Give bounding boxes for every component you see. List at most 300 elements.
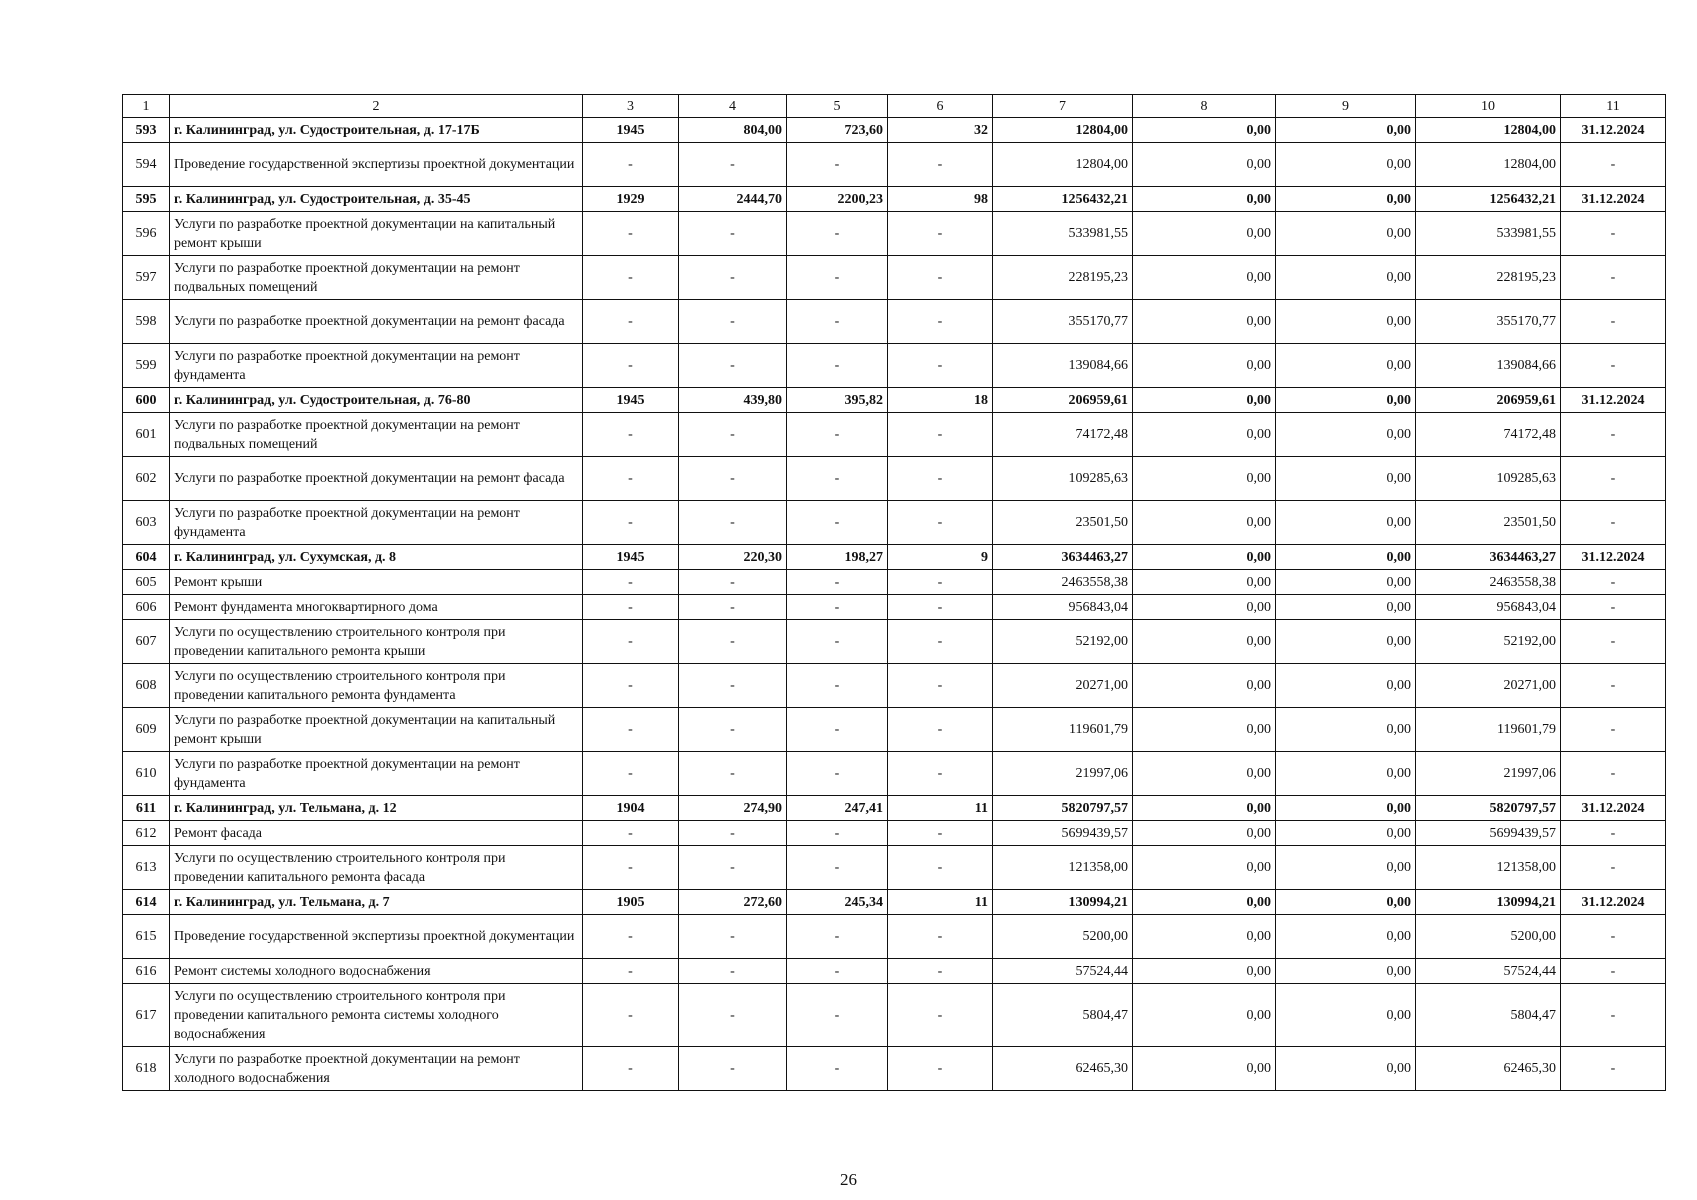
table-cell-col-6: - [888, 570, 993, 595]
table-cell-col-8: 0,00 [1133, 143, 1276, 187]
table-cell-col-8: 0,00 [1133, 708, 1276, 752]
table-cell-col-3: 1945 [583, 545, 679, 570]
table-cell-col-1: 618 [123, 1047, 170, 1091]
table-cell-col-3: 1945 [583, 118, 679, 143]
table-cell-col-9: 0,00 [1276, 664, 1416, 708]
table-cell-col-8: 0,00 [1133, 570, 1276, 595]
table-cell-col-11: - [1561, 708, 1666, 752]
table-cell-col-8: 0,00 [1133, 984, 1276, 1047]
table-cell-col-2: Ремонт фундамента многоквартирного дома [170, 595, 583, 620]
table-cell-col-4: - [679, 570, 787, 595]
table-cell-col-5: - [787, 143, 888, 187]
work-item-row [123, 143, 1666, 187]
table-cell-col-11: - [1561, 344, 1666, 388]
table-cell-col-2: Услуги по разработке проектной документации на ремонт фасада [170, 457, 583, 501]
table-cell-col-10: 12804,00 [1416, 118, 1561, 143]
table-cell-col-5: - [787, 708, 888, 752]
table-cell-col-11: - [1561, 256, 1666, 300]
table-cell-col-2: Услуги по осуществлению строительного контроля при проведении капитального ремонта крыши [170, 620, 583, 664]
table-cell-col-5: 198,27 [787, 545, 888, 570]
table-cell-col-9: 0,00 [1276, 1047, 1416, 1091]
table-cell-col-9: 0,00 [1276, 388, 1416, 413]
table-cell-col-2: Услуги по разработке проектной документации на ремонт холодного водоснабжения [170, 1047, 583, 1091]
table-cell-col-10: 12804,00 [1416, 143, 1561, 187]
table-cell-col-1: 610 [123, 752, 170, 796]
table-cell-col-9: 0,00 [1276, 821, 1416, 846]
table-cell-col-1: 596 [123, 212, 170, 256]
table-cell-col-10: 956843,04 [1416, 595, 1561, 620]
table-cell-col-6: - [888, 143, 993, 187]
table-cell-col-6: - [888, 1047, 993, 1091]
table-cell-col-9: 0,00 [1276, 890, 1416, 915]
table-cell-col-4: - [679, 413, 787, 457]
table-cell-col-1: 605 [123, 570, 170, 595]
table-cell-col-4: - [679, 1047, 787, 1091]
table-cell-col-4: - [679, 344, 787, 388]
table-cell-col-8: 0,00 [1133, 620, 1276, 664]
table-cell-col-10: 5200,00 [1416, 915, 1561, 959]
table-cell-col-10: 109285,63 [1416, 457, 1561, 501]
table-cell-col-11: - [1561, 959, 1666, 984]
table-cell-col-2: Ремонт фасада [170, 821, 583, 846]
table-cell-col-2: Услуги по осуществлению строительного контроля при проведении капитального ремонта системы холодного водоснабжения [170, 984, 583, 1047]
table-cell-col-10: 5804,47 [1416, 984, 1561, 1047]
table-cell-col-3: - [583, 143, 679, 187]
table-cell-col-11: - [1561, 984, 1666, 1047]
table-cell-col-6: - [888, 959, 993, 984]
table-cell-col-10: 355170,77 [1416, 300, 1561, 344]
table-cell-col-8: 0,00 [1133, 752, 1276, 796]
table-cell-col-11: 31.12.2024 [1561, 388, 1666, 413]
table-cell-col-3: - [583, 959, 679, 984]
table-cell-col-11: - [1561, 664, 1666, 708]
table-cell-col-8: 0,00 [1133, 344, 1276, 388]
work-item-row [123, 1047, 1666, 1091]
table-cell-col-8: 0,00 [1133, 915, 1276, 959]
table-cell-col-10: 533981,55 [1416, 212, 1561, 256]
table-cell-col-5: - [787, 846, 888, 890]
table-cell-col-1: 611 [123, 796, 170, 821]
table-cell-col-7: 5804,47 [993, 984, 1133, 1047]
table-cell-col-6: - [888, 846, 993, 890]
table-cell-col-6: 11 [888, 890, 993, 915]
table-cell-col-3: - [583, 501, 679, 545]
document-page [122, 94, 1665, 1091]
table-cell-col-7: 5820797,57 [993, 796, 1133, 821]
table-cell-col-3: - [583, 570, 679, 595]
table-cell-col-3: - [583, 595, 679, 620]
table-cell-col-4: - [679, 300, 787, 344]
table-cell-col-2: Услуги по разработке проектной документации на ремонт подвальных помещений [170, 413, 583, 457]
table-cell-col-2: г. Калининград, ул. Сухумская, д. 8 [170, 545, 583, 570]
table-cell-col-1: 598 [123, 300, 170, 344]
table-cell-col-10: 20271,00 [1416, 664, 1561, 708]
table-cell-col-3: - [583, 752, 679, 796]
table-cell-col-7: 62465,30 [993, 1047, 1133, 1091]
table-cell-col-2: г. Калининград, ул. Тельмана, д. 7 [170, 890, 583, 915]
table-cell-col-6: 18 [888, 388, 993, 413]
table-cell-col-2: г. Калининград, ул. Судостроительная, д. 17-17Б [170, 118, 583, 143]
table-cell-col-5: 395,82 [787, 388, 888, 413]
table-cell-col-4: 272,60 [679, 890, 787, 915]
table-cell-col-3: - [583, 620, 679, 664]
table-cell-col-4: - [679, 256, 787, 300]
table-cell-col-3: - [583, 256, 679, 300]
table-cell-col-11: - [1561, 915, 1666, 959]
table-cell-col-5: - [787, 664, 888, 708]
table-cell-col-10: 139084,66 [1416, 344, 1561, 388]
table-cell-col-5: - [787, 413, 888, 457]
table-cell-col-1: 609 [123, 708, 170, 752]
table-cell-col-2: Проведение государственной экспертизы проектной документации [170, 143, 583, 187]
table-cell-col-4: 439,80 [679, 388, 787, 413]
table-cell-col-8: 0,00 [1133, 457, 1276, 501]
table-cell-col-3: - [583, 413, 679, 457]
table-cell-col-11: - [1561, 413, 1666, 457]
work-item-row [123, 344, 1666, 388]
column-number-cell: 1 [123, 95, 170, 118]
address-row [123, 890, 1666, 915]
table-cell-col-2: Услуги по разработке проектной документации на капитальный ремонт крыши [170, 212, 583, 256]
table-cell-col-7: 1256432,21 [993, 187, 1133, 212]
table-cell-col-5: - [787, 457, 888, 501]
table-cell-col-5: 2200,23 [787, 187, 888, 212]
table-cell-col-10: 228195,23 [1416, 256, 1561, 300]
table-cell-col-1: 603 [123, 501, 170, 545]
table-cell-col-6: 9 [888, 545, 993, 570]
address-row [123, 796, 1666, 821]
table-cell-col-4: 804,00 [679, 118, 787, 143]
table-cell-col-10: 23501,50 [1416, 501, 1561, 545]
table-cell-col-9: 0,00 [1276, 570, 1416, 595]
work-item-row [123, 620, 1666, 664]
table-cell-col-1: 593 [123, 118, 170, 143]
table-cell-col-7: 23501,50 [993, 501, 1133, 545]
table-cell-col-2: Услуги по разработке проектной документации на ремонт фундамента [170, 501, 583, 545]
table-cell-col-7: 533981,55 [993, 212, 1133, 256]
table-cell-col-1: 615 [123, 915, 170, 959]
column-number-cell: 6 [888, 95, 993, 118]
table-cell-col-6: - [888, 664, 993, 708]
table-cell-col-2: Проведение государственной экспертизы проектной документации [170, 915, 583, 959]
table-cell-col-6: - [888, 595, 993, 620]
table-cell-col-5: - [787, 300, 888, 344]
table-cell-col-7: 57524,44 [993, 959, 1133, 984]
table-cell-col-7: 12804,00 [993, 143, 1133, 187]
work-item-row [123, 959, 1666, 984]
work-item-row [123, 413, 1666, 457]
table-cell-col-4: - [679, 212, 787, 256]
column-number-cell: 5 [787, 95, 888, 118]
work-item-row [123, 821, 1666, 846]
table-cell-col-5: - [787, 212, 888, 256]
table-cell-col-9: 0,00 [1276, 796, 1416, 821]
table-cell-col-3: - [583, 1047, 679, 1091]
table-cell-col-4: - [679, 143, 787, 187]
table-cell-col-6: - [888, 915, 993, 959]
table-cell-col-11: - [1561, 501, 1666, 545]
table-cell-col-5: 247,41 [787, 796, 888, 821]
table-cell-col-7: 20271,00 [993, 664, 1133, 708]
table-cell-col-3: - [583, 846, 679, 890]
table-cell-col-2: Услуги по разработке проектной документации на ремонт фундамента [170, 752, 583, 796]
table-cell-col-8: 0,00 [1133, 501, 1276, 545]
table-cell-col-9: 0,00 [1276, 413, 1416, 457]
table-cell-col-9: 0,00 [1276, 620, 1416, 664]
table-cell-col-9: 0,00 [1276, 959, 1416, 984]
table-cell-col-5: - [787, 595, 888, 620]
table-cell-col-9: 0,00 [1276, 846, 1416, 890]
table-cell-col-3: 1929 [583, 187, 679, 212]
table-cell-col-5: - [787, 344, 888, 388]
table-cell-col-4: 2444,70 [679, 187, 787, 212]
table-cell-col-10: 130994,21 [1416, 890, 1561, 915]
work-item-row [123, 752, 1666, 796]
table-cell-col-6: - [888, 620, 993, 664]
table-cell-col-1: 594 [123, 143, 170, 187]
table-cell-col-9: 0,00 [1276, 143, 1416, 187]
table-cell-col-3: - [583, 300, 679, 344]
table-cell-col-1: 617 [123, 984, 170, 1047]
table-cell-col-10: 119601,79 [1416, 708, 1561, 752]
address-row [123, 187, 1666, 212]
work-item-row [123, 984, 1666, 1047]
table-cell-col-3: - [583, 457, 679, 501]
table-cell-col-8: 0,00 [1133, 846, 1276, 890]
table-cell-col-4: - [679, 708, 787, 752]
table-cell-col-7: 228195,23 [993, 256, 1133, 300]
table-cell-col-1: 604 [123, 545, 170, 570]
table-cell-col-11: - [1561, 212, 1666, 256]
table-cell-col-7: 5699439,57 [993, 821, 1133, 846]
table-cell-col-3: - [583, 821, 679, 846]
table-cell-col-2: г. Калининград, ул. Тельмана, д. 12 [170, 796, 583, 821]
table-cell-col-8: 0,00 [1133, 388, 1276, 413]
table-cell-col-9: 0,00 [1276, 118, 1416, 143]
table-cell-col-4: - [679, 752, 787, 796]
table-cell-col-5: 723,60 [787, 118, 888, 143]
table-cell-col-7: 109285,63 [993, 457, 1133, 501]
column-number-cell: 3 [583, 95, 679, 118]
table-cell-col-7: 119601,79 [993, 708, 1133, 752]
work-item-row [123, 570, 1666, 595]
work-item-row [123, 256, 1666, 300]
table-cell-col-6: - [888, 457, 993, 501]
table-cell-col-6: - [888, 212, 993, 256]
table-cell-col-6: - [888, 752, 993, 796]
table-cell-col-11: - [1561, 570, 1666, 595]
table-cell-col-8: 0,00 [1133, 118, 1276, 143]
table-cell-col-10: 62465,30 [1416, 1047, 1561, 1091]
table-cell-col-6: 11 [888, 796, 993, 821]
table-cell-col-8: 0,00 [1133, 256, 1276, 300]
table-cell-col-9: 0,00 [1276, 545, 1416, 570]
work-item-row [123, 846, 1666, 890]
work-item-row [123, 300, 1666, 344]
table-cell-col-1: 597 [123, 256, 170, 300]
table-cell-col-4: - [679, 915, 787, 959]
table-cell-col-1: 600 [123, 388, 170, 413]
table-cell-col-7: 3634463,27 [993, 545, 1133, 570]
table-cell-col-10: 206959,61 [1416, 388, 1561, 413]
table-cell-col-7: 355170,77 [993, 300, 1133, 344]
work-item-row [123, 595, 1666, 620]
table-cell-col-7: 52192,00 [993, 620, 1133, 664]
table-cell-col-1: 607 [123, 620, 170, 664]
table-cell-col-4: - [679, 501, 787, 545]
work-item-row [123, 212, 1666, 256]
table-cell-col-8: 0,00 [1133, 212, 1276, 256]
column-number-cell: 2 [170, 95, 583, 118]
table-cell-col-6: 98 [888, 187, 993, 212]
table-cell-col-3: - [583, 984, 679, 1047]
table-cell-col-1: 606 [123, 595, 170, 620]
table-cell-col-6: - [888, 821, 993, 846]
table-cell-col-7: 2463558,38 [993, 570, 1133, 595]
table-cell-col-4: - [679, 595, 787, 620]
table-cell-col-11: - [1561, 143, 1666, 187]
table-cell-col-2: Услуги по осуществлению строительного контроля при проведении капитального ремонта фасада [170, 846, 583, 890]
table-cell-col-8: 0,00 [1133, 545, 1276, 570]
table-cell-col-11: - [1561, 846, 1666, 890]
table-cell-col-10: 74172,48 [1416, 413, 1561, 457]
column-number-cell: 8 [1133, 95, 1276, 118]
table-cell-col-6: - [888, 708, 993, 752]
table-cell-col-3: - [583, 708, 679, 752]
table-cell-col-6: - [888, 984, 993, 1047]
table-cell-col-4: - [679, 664, 787, 708]
address-row [123, 545, 1666, 570]
page-number: 26 [840, 1170, 857, 1189]
table-cell-col-5: - [787, 256, 888, 300]
table-cell-col-7: 121358,00 [993, 846, 1133, 890]
table-cell-col-10: 1256432,21 [1416, 187, 1561, 212]
table-cell-col-4: - [679, 984, 787, 1047]
table-cell-col-3: 1905 [583, 890, 679, 915]
table-cell-col-9: 0,00 [1276, 344, 1416, 388]
table-cell-col-8: 0,00 [1133, 664, 1276, 708]
work-item-row [123, 708, 1666, 752]
table-cell-col-8: 0,00 [1133, 1047, 1276, 1091]
table-cell-col-1: 613 [123, 846, 170, 890]
table-cell-col-6: 32 [888, 118, 993, 143]
table-cell-col-6: - [888, 413, 993, 457]
table-cell-col-8: 0,00 [1133, 796, 1276, 821]
table-cell-col-11: - [1561, 300, 1666, 344]
column-number-cell: 9 [1276, 95, 1416, 118]
table-cell-col-7: 130994,21 [993, 890, 1133, 915]
table-cell-col-9: 0,00 [1276, 300, 1416, 344]
table-cell-col-11: - [1561, 620, 1666, 664]
table-cell-col-10: 57524,44 [1416, 959, 1561, 984]
table-cell-col-5: 245,34 [787, 890, 888, 915]
column-number-cell: 7 [993, 95, 1133, 118]
column-number-row [123, 95, 1666, 118]
table-cell-col-2: Ремонт крыши [170, 570, 583, 595]
table-cell-col-6: - [888, 344, 993, 388]
column-number-cell: 10 [1416, 95, 1561, 118]
table-cell-col-8: 0,00 [1133, 300, 1276, 344]
table-cell-col-3: - [583, 664, 679, 708]
table-cell-col-4: - [679, 457, 787, 501]
table-cell-col-10: 3634463,27 [1416, 545, 1561, 570]
table-cell-col-5: - [787, 915, 888, 959]
table-cell-col-10: 2463558,38 [1416, 570, 1561, 595]
table-cell-col-2: Услуги по разработке проектной документации на ремонт фундамента [170, 344, 583, 388]
table-cell-col-10: 5699439,57 [1416, 821, 1561, 846]
table-cell-col-11: 31.12.2024 [1561, 890, 1666, 915]
table-cell-col-8: 0,00 [1133, 821, 1276, 846]
table-cell-col-6: - [888, 256, 993, 300]
table-cell-col-9: 0,00 [1276, 595, 1416, 620]
table-cell-col-2: г. Калининград, ул. Судостроительная, д. 76-80 [170, 388, 583, 413]
table-cell-col-7: 5200,00 [993, 915, 1133, 959]
table-cell-col-11: 31.12.2024 [1561, 187, 1666, 212]
table-cell-col-5: - [787, 821, 888, 846]
table-cell-col-8: 0,00 [1133, 595, 1276, 620]
work-item-row [123, 501, 1666, 545]
table-cell-col-9: 0,00 [1276, 457, 1416, 501]
table-cell-col-8: 0,00 [1133, 959, 1276, 984]
table-cell-col-10: 121358,00 [1416, 846, 1561, 890]
table-cell-col-5: - [787, 752, 888, 796]
table-cell-col-11: - [1561, 1047, 1666, 1091]
table-cell-col-4: 220,30 [679, 545, 787, 570]
table-cell-col-2: Услуги по разработке проектной документации на ремонт фасада [170, 300, 583, 344]
table-cell-col-1: 595 [123, 187, 170, 212]
table-cell-col-10: 5820797,57 [1416, 796, 1561, 821]
table-cell-col-1: 614 [123, 890, 170, 915]
table-cell-col-2: Услуги по разработке проектной документации на ремонт подвальных помещений [170, 256, 583, 300]
table-cell-col-9: 0,00 [1276, 256, 1416, 300]
table-cell-col-4: - [679, 959, 787, 984]
table-cell-col-6: - [888, 300, 993, 344]
address-row [123, 118, 1666, 143]
table-cell-col-9: 0,00 [1276, 708, 1416, 752]
table-cell-col-1: 612 [123, 821, 170, 846]
table-cell-col-7: 139084,66 [993, 344, 1133, 388]
table-cell-col-4: - [679, 821, 787, 846]
table-cell-col-3: - [583, 344, 679, 388]
table-cell-col-11: - [1561, 595, 1666, 620]
table-cell-col-11: - [1561, 457, 1666, 501]
table-cell-col-10: 52192,00 [1416, 620, 1561, 664]
table-cell-col-2: Услуги по осуществлению строительного контроля при проведении капитального ремонта фундамента [170, 664, 583, 708]
repair-schedule-table [122, 94, 1666, 1091]
table-cell-col-4: - [679, 620, 787, 664]
table-cell-col-1: 616 [123, 959, 170, 984]
work-item-row [123, 457, 1666, 501]
work-item-row [123, 664, 1666, 708]
table-cell-col-7: 74172,48 [993, 413, 1133, 457]
table-cell-col-3: - [583, 212, 679, 256]
table-cell-col-5: - [787, 984, 888, 1047]
work-item-row [123, 915, 1666, 959]
table-cell-col-9: 0,00 [1276, 212, 1416, 256]
column-number-cell: 11 [1561, 95, 1666, 118]
table-cell-col-6: - [888, 501, 993, 545]
table-cell-col-11: 31.12.2024 [1561, 545, 1666, 570]
table-cell-col-8: 0,00 [1133, 413, 1276, 457]
table-cell-col-9: 0,00 [1276, 984, 1416, 1047]
table-cell-col-4: - [679, 846, 787, 890]
table-cell-col-1: 601 [123, 413, 170, 457]
table-cell-col-9: 0,00 [1276, 501, 1416, 545]
table-cell-col-11: 31.12.2024 [1561, 118, 1666, 143]
table-cell-col-9: 0,00 [1276, 187, 1416, 212]
table-cell-col-3: - [583, 915, 679, 959]
table-cell-col-3: 1904 [583, 796, 679, 821]
